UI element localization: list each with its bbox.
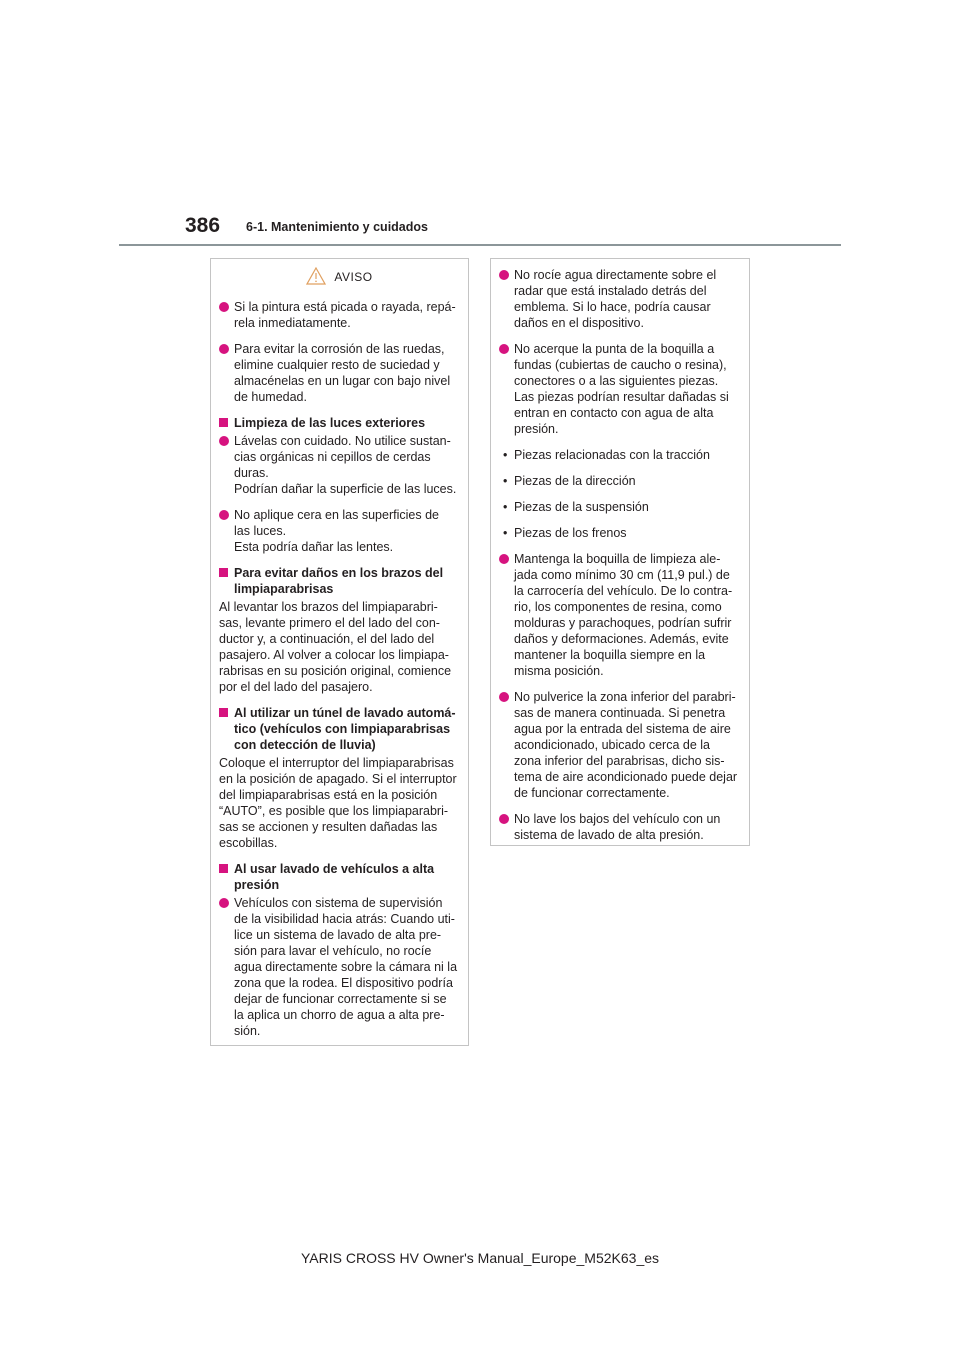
list-item: No pulverice la zona inferior del parabri- sas de manera continuada. Si penetra agua por la entrada del sistema de aire acondicionado, ubicado cerca de la zona inferior del parabrisas, dicho sis- tema de aire acondicionado puede dejar de funcionar correctamente.: [499, 689, 741, 801]
list-item: No acerque la punta de la boquilla a fundas (cubiertas de caucho o resina), conectores o a las siguientes piezas. Las piezas podrían resultar dañadas si entran en contacto con agua de alta presión.: [499, 341, 741, 437]
dot-item: • Piezas de la dirección: [499, 473, 741, 489]
list-item: Vehículos con sistema de supervisión de la visibilidad hacia atrás: Cuando uti- lice un sistema de lavado de alta pre- sión para lavar el vehículo, no rocíe agua directamente sobre la cámara ni la zona que la rodea. El dispositivo podría dejar de funcionar correctamente si se la aplica un chorro de agua a alta pre- sión.: [219, 895, 460, 1039]
list-item: Mantenga la boquilla de limpieza ale- jada como mínimo 30 cm (11,9 pul.) de la carrocería del vehículo. De lo contra- rio, los componentes de resina, como molduras y parachoques, podrían sufrir daños y deformaciones. Además, evite mantener la boquilla siempre en la misma posición.: [499, 551, 741, 679]
dot-item: • Piezas relacionadas con la tracción: [499, 447, 741, 463]
warning-triangle-icon: [306, 267, 326, 285]
warning-box-right: [490, 258, 750, 846]
header-rule: [119, 244, 841, 246]
list-item: Lávelas con cuidado. No utilice sustan- cias orgánicas ni cepillos de cerdas duras. Podrían dañar la superficie de las luces.: [219, 433, 460, 497]
page-footer: YARIS CROSS HV Owner's Manual_Europe_M52K63_es: [300, 1250, 660, 1266]
subheading: Limpieza de las luces exteriores: [219, 415, 460, 431]
warning-label: AVISO: [334, 270, 373, 284]
list-item: Para evitar la corrosión de las ruedas, elimine cualquier resto de suciedad y almacénelas en un lugar con bajo nivel de humedad.: [219, 341, 460, 405]
dot-item: • Piezas de la suspensión: [499, 499, 741, 515]
paragraph: Al levantar los brazos del limpiaparabri- sas, levante primero el del lado del con- ductor y, a continuación, el del lado del pasajero. Al volver a colocar los limpiapa- rabrisas en su posición original, comience por el del lado del pasajero.: [219, 600, 452, 694]
list-item: Si la pintura está picada o rayada, repá- rela inmediatamente.: [219, 299, 460, 331]
dot-item: • Piezas de los frenos: [499, 525, 741, 541]
subheading: Al utilizar un túnel de lavado automá- tico (vehículos con limpiaparabrisas con detección de lluvia): [219, 705, 460, 753]
list-item: No lave los bajos del vehículo con un sistema de lavado de alta presión.: [499, 811, 741, 843]
page-number: 386: [185, 214, 221, 237]
section-title: 6-1. Mantenimiento y cuidados: [246, 220, 428, 234]
list-item: No aplique cera en las superficies de las luces. Esta podría dañar las lentes.: [219, 507, 460, 555]
paragraph: Coloque el interruptor del limpiaparabrisas en la posición de apagado. Si el interruptor del limpiaparabrisas está en la posición “AUTO”, es posible que los limpiaparabri- sas se accionen y resulten dañadas las escobillas.: [219, 756, 457, 850]
subheading: Para evitar daños en los brazos del limpiaparabrisas: [219, 565, 460, 597]
list-item: No rocíe agua directamente sobre el radar que está instalado detrás del emblema. Si lo hace, podría causar daños en el dispositivo.: [499, 267, 741, 331]
warning-heading: [219, 267, 460, 295]
subheading: Al usar lavado de vehículos a alta presión: [219, 861, 460, 893]
warning-box-left: [210, 258, 469, 1046]
